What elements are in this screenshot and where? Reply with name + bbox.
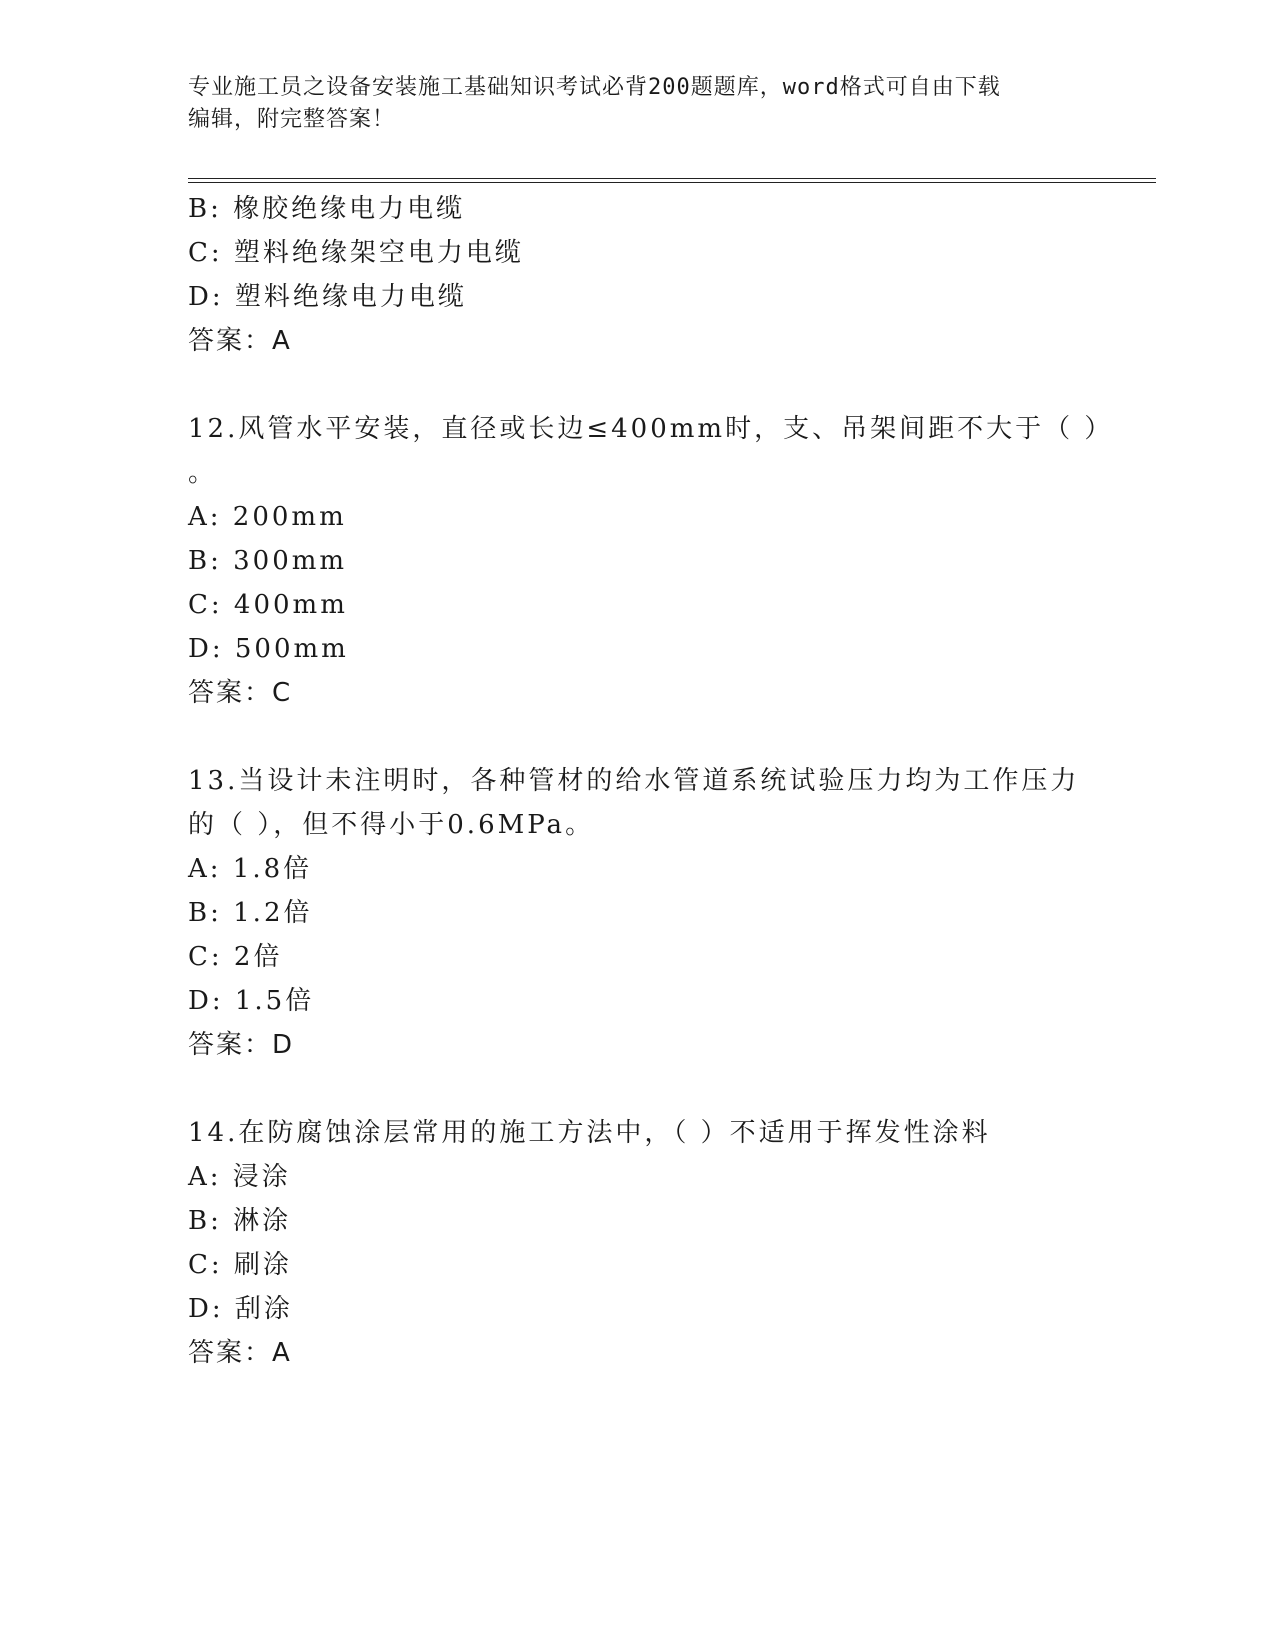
q12-stem-line-2: 。 — [188, 458, 218, 488]
q13-option-c: C: 2倍 — [188, 942, 283, 972]
q12-option-a: A: 200mm — [188, 502, 347, 532]
q12-stem-line-1: 12.风管水平安装，直径或长边≤400mm时，支、吊架间距不大于（ ） — [188, 414, 1114, 444]
q13-option-a: A: 1.8倍 — [188, 854, 313, 884]
header-divider-bottom — [188, 182, 1156, 183]
document-header — [188, 72, 1068, 136]
q14-option-c: C: 刷涂 — [188, 1250, 292, 1280]
q14-option-a: A: 浸涂 — [188, 1162, 291, 1192]
q12-option-b: B: 300mm — [188, 546, 348, 576]
q11-option-d: D: 塑料绝缘电力电缆 — [188, 282, 467, 312]
q12-option-c: C: 400mm — [188, 590, 348, 620]
q12-answer: 答案：C — [188, 678, 293, 708]
q11-option-c: C: 塑料绝缘架空电力电缆 — [188, 238, 524, 268]
q14-option-d: D: 刮涂 — [188, 1294, 293, 1324]
q13-answer: 答案：D — [188, 1030, 295, 1060]
q11-answer: 答案：A — [188, 326, 292, 356]
q14-stem-line-1: 14.在防腐蚀涂层常用的施工方法中，（ ）不适用于挥发性涂料 — [188, 1118, 991, 1148]
q14-option-b: B: 淋涂 — [188, 1206, 292, 1236]
q13-stem-line-1: 13.当设计未注明时，各种管材的给水管道系统试验压力均为工作压力 — [188, 766, 1080, 796]
header-line-2: 编辑，附完整答案！ — [188, 107, 396, 132]
q13-stem-line-2: 的（ ），但不得小于0.6MPa。 — [188, 810, 595, 840]
q13-option-d: D: 1.5倍 — [188, 986, 315, 1016]
header-divider-top — [188, 178, 1156, 179]
q12-option-d: D: 500mm — [188, 634, 349, 664]
q11-option-b: B: 橡胶绝缘电力电缆 — [188, 194, 466, 224]
q13-option-b: B: 1.2倍 — [188, 898, 313, 928]
header-line-1: 专业施工员之设备安装施工基础知识考试必背200题题库，word格式可自由下载 — [188, 75, 1001, 100]
q14-answer: 答案：A — [188, 1338, 292, 1368]
